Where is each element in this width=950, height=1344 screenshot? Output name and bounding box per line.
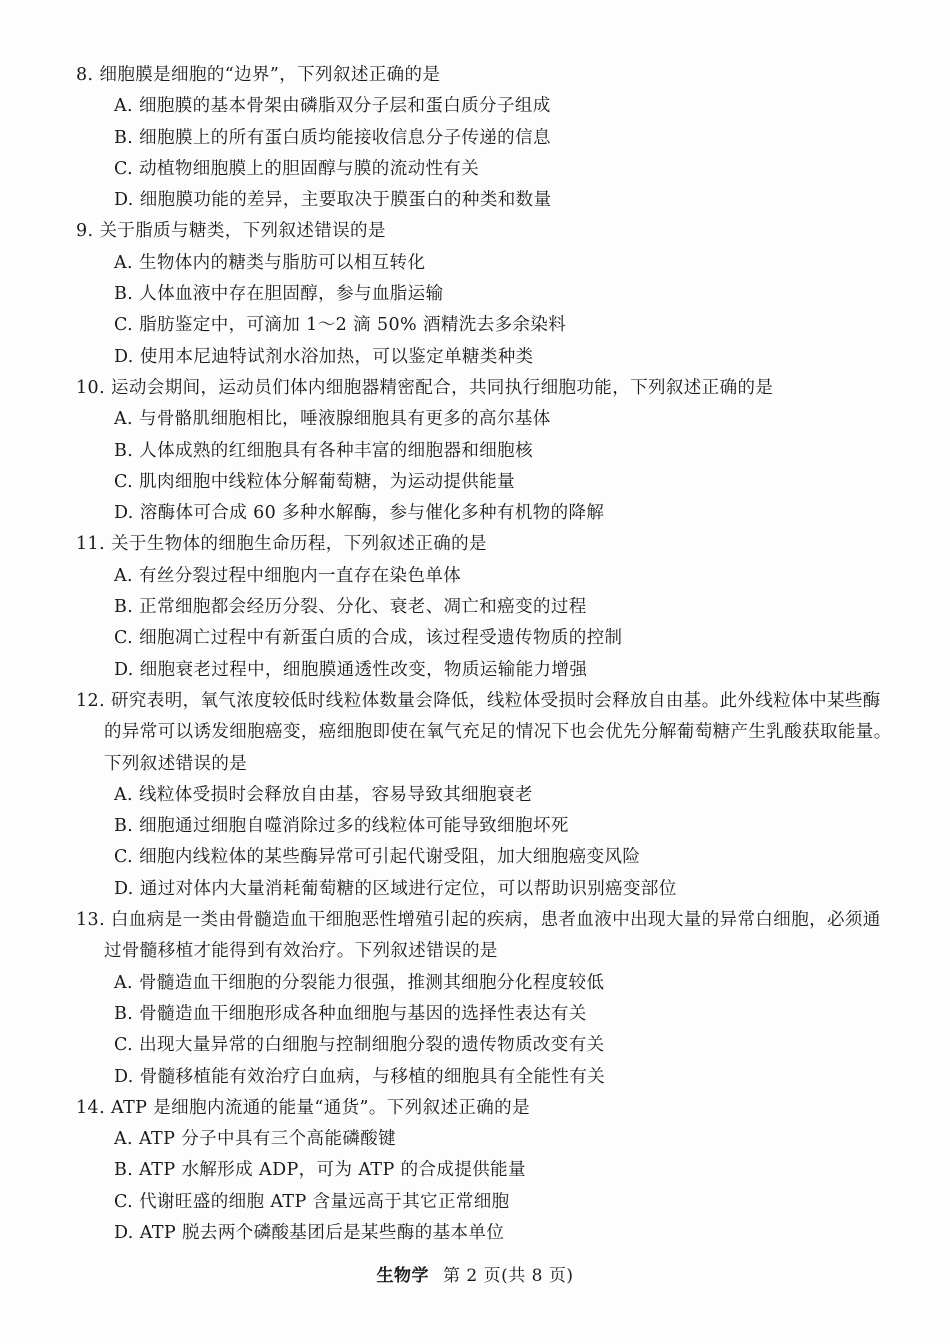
option-b: B. 细胞通过细胞自噬消除过多的线粒体可能导致细胞坏死 <box>114 816 569 837</box>
page-footer <box>0 1264 950 1288</box>
option-d: D. 骨髓移植能有效治疗白血病，与移植的细胞具有全能性有关 <box>114 1066 606 1087</box>
option-b: B. ATP 水解形成 ADP，可为 ATP 的合成提供能量 <box>114 1160 526 1181</box>
option-b: B. 骨髓造血干细胞形成各种血细胞与基因的选择性表达有关 <box>114 1003 587 1024</box>
question-stem: 10. 运动会期间，运动员们体内细胞器精密配合，共同执行细胞功能，下列叙述正确的是 <box>76 377 774 398</box>
option-a: A. 有丝分裂过程中细胞内一直存在染色单体 <box>114 565 462 586</box>
option-c: C. 脂肪鉴定中，可滴加 1～2 滴 50% 酒精洗去多余染料 <box>114 315 567 336</box>
option-d: D. 细胞衰老过程中，细胞膜通透性改变，物质运输能力增强 <box>114 659 588 680</box>
option-list <box>76 404 896 529</box>
option-list <box>76 91 896 216</box>
question-stem: 13. 白血病是一类由骨髓造血干细胞恶性增殖引起的疾病，患者血液中出现大量的异常白细胞，必须通过骨髓移植才能得到有效治疗。下列叙述错误的是 <box>76 910 881 962</box>
question-9 <box>76 216 896 372</box>
subject-name: 生物学 <box>376 1266 429 1286</box>
option-c: C. 动植物细胞膜上的胆固醇与膜的流动性有关 <box>114 158 480 179</box>
option-a: A. 细胞膜的基本骨架由磷脂双分子层和蛋白质分子组成 <box>114 96 551 117</box>
page-number: 第 2 页(共 8 页) <box>442 1266 574 1286</box>
option-a: A. 线粒体受损时会释放自由基，容易导致其细胞衰老 <box>114 784 533 805</box>
option-list <box>76 780 896 905</box>
option-list <box>76 1124 896 1249</box>
option-c: C. 出现大量异常的白细胞与控制细胞分裂的遗传物质改变有关 <box>114 1035 605 1056</box>
option-b: B. 正常细胞都会经历分裂、分化、衰老、凋亡和癌变的过程 <box>114 597 587 618</box>
option-list <box>76 561 896 686</box>
question-stem: 8. 细胞膜是细胞的“边界”，下列叙述正确的是 <box>76 65 441 85</box>
question-13 <box>76 905 896 1093</box>
option-d: D. 使用本尼迪特试剂水浴加热，可以鉴定单糖类种类 <box>114 346 534 367</box>
question-stem: 14. ATP 是细胞内流通的能量“通货”。下列叙述正确的是 <box>76 1097 530 1118</box>
option-c: C. 肌肉细胞中线粒体分解葡萄糖，为运动提供能量 <box>114 471 515 492</box>
question-12 <box>76 686 896 905</box>
option-a: A. ATP 分子中具有三个高能磷酸键 <box>114 1129 397 1150</box>
option-list <box>76 248 896 373</box>
option-d: D. 细胞膜功能的差异，主要取决于膜蛋白的种类和数量 <box>114 190 552 211</box>
option-list <box>76 968 896 1093</box>
option-a: A. 与骨骼肌细胞相比，唾液腺细胞具有更多的高尔基体 <box>114 409 551 430</box>
option-d: D. 通过对体内大量消耗葡萄糖的区域进行定位，可以帮助识别癌变部位 <box>114 878 677 899</box>
question-14 <box>76 1093 896 1249</box>
option-c: C. 代谢旺盛的细胞 ATP 含量远高于其它正常细胞 <box>114 1191 510 1212</box>
option-c: C. 细胞内线粒体的某些酶异常可引起代谢受阻，加大细胞癌变风险 <box>114 847 641 868</box>
question-stem: 9. 关于脂质与糖类，下列叙述错误的是 <box>76 221 386 242</box>
question-11 <box>76 529 896 685</box>
option-b: B. 细胞膜上的所有蛋白质均能接收信息分子传递的信息 <box>114 127 551 148</box>
option-d: D. ATP 脱去两个磷酸基团后是某些酶的基本单位 <box>114 1222 505 1243</box>
question-10 <box>76 373 896 529</box>
question-stem: 12. 研究表明，氧气浓度较低时线粒体数量会降低，线粒体受损时会释放自由基。此外线粒体中某些酶的异常可以诱发细胞癌变，癌细胞即使在氧气充足的情况下也会优先分解葡萄糖产生乳酸获取能量。下列叙述错误的是 <box>76 690 892 774</box>
option-a: A. 生物体内的糖类与脂肪可以相互转化 <box>114 252 426 273</box>
question-list <box>76 60 896 1249</box>
question-stem: 11. 关于生物体的细胞生命历程，下列叙述正确的是 <box>76 534 487 555</box>
option-b: B. 人体成熟的红细胞具有各种丰富的细胞器和细胞核 <box>114 440 533 461</box>
option-d: D. 溶酶体可合成 60 多种水解酶，参与催化多种有机物的降解 <box>114 503 605 524</box>
option-a: A. 骨髓造血干细胞的分裂能力很强，推测其细胞分化程度较低 <box>114 972 605 993</box>
option-b: B. 人体血液中存在胆固醇，参与血脂运输 <box>114 284 444 305</box>
option-c: C. 细胞凋亡过程中有新蛋白质的合成，该过程受遗传物质的控制 <box>114 628 623 649</box>
question-8 <box>76 60 896 216</box>
